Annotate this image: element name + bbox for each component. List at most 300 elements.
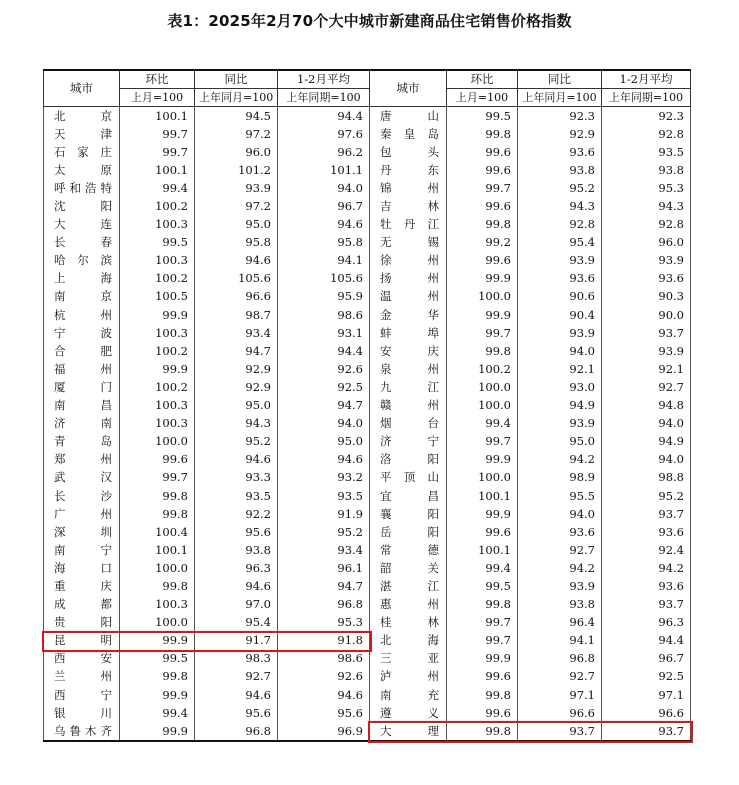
left-ytd-cell: 95.3 <box>278 614 370 632</box>
left-mom-cell: 100.3 <box>120 216 195 234</box>
left-mom-cell: 100.2 <box>120 342 195 360</box>
right-ytd-cell: 93.7 <box>602 324 691 342</box>
right-mom-cell: 99.6 <box>447 143 518 161</box>
left-yoy-cell: 97.0 <box>195 596 278 614</box>
left-city-cell: 宁波 <box>44 324 120 342</box>
left-city-cell: 长沙 <box>44 487 120 505</box>
left-yoy-cell: 96.0 <box>195 143 278 161</box>
left-mom-cell: 99.8 <box>120 577 195 595</box>
header-yoy-base-right: 上年同月=100 <box>518 89 602 107</box>
left-ytd-cell: 95.2 <box>278 523 370 541</box>
left-city-cell: 太原 <box>44 161 120 179</box>
table-row <box>44 125 691 143</box>
left-mom-cell: 99.8 <box>120 487 195 505</box>
left-yoy-cell: 95.8 <box>195 234 278 252</box>
right-ytd-cell: 92.7 <box>602 378 691 396</box>
right-city-cell: 大理 <box>370 722 447 741</box>
left-ytd-cell: 92.5 <box>278 378 370 396</box>
left-city-cell: 沈阳 <box>44 197 120 215</box>
left-ytd-cell: 94.0 <box>278 179 370 197</box>
right-city-cell: 徐州 <box>370 252 447 270</box>
right-mom-cell: 99.7 <box>447 433 518 451</box>
left-mom-cell: 99.6 <box>120 451 195 469</box>
left-ytd-cell: 101.1 <box>278 161 370 179</box>
table-row <box>44 415 691 433</box>
table-row <box>44 306 691 324</box>
right-yoy-cell: 95.2 <box>518 179 602 197</box>
right-city-cell: 泸州 <box>370 668 447 686</box>
right-mom-cell: 99.6 <box>447 523 518 541</box>
left-mom-cell: 100.0 <box>120 433 195 451</box>
right-mom-cell: 99.6 <box>447 668 518 686</box>
right-city-cell: 泉州 <box>370 360 447 378</box>
header-ytd-base-right: 上年同期=100 <box>602 89 691 107</box>
right-yoy-cell: 92.8 <box>518 216 602 234</box>
right-mom-cell: 99.8 <box>447 722 518 741</box>
left-city-cell: 南昌 <box>44 397 120 415</box>
table-row <box>44 197 691 215</box>
right-yoy-cell: 93.6 <box>518 143 602 161</box>
left-ytd-cell: 96.7 <box>278 197 370 215</box>
right-ytd-cell: 94.4 <box>602 632 691 650</box>
right-city-cell: 唐山 <box>370 107 447 126</box>
left-city-cell: 哈尔滨 <box>44 252 120 270</box>
left-city-cell: 厦门 <box>44 378 120 396</box>
right-yoy-cell: 96.6 <box>518 704 602 722</box>
header-mom-right: 环比 <box>447 70 518 89</box>
left-yoy-cell: 101.2 <box>195 161 278 179</box>
left-city-cell: 青岛 <box>44 433 120 451</box>
left-ytd-cell: 91.8 <box>278 632 370 650</box>
right-mom-cell: 99.4 <box>447 415 518 433</box>
right-city-cell: 蚌埠 <box>370 324 447 342</box>
left-city-cell: 大连 <box>44 216 120 234</box>
left-ytd-cell: 98.6 <box>278 650 370 668</box>
table-row <box>44 107 691 126</box>
left-ytd-cell: 93.2 <box>278 469 370 487</box>
right-ytd-cell: 94.3 <box>602 197 691 215</box>
left-yoy-cell: 93.4 <box>195 324 278 342</box>
right-city-cell: 金华 <box>370 306 447 324</box>
right-city-cell: 丹东 <box>370 161 447 179</box>
right-city-cell: 安庆 <box>370 342 447 360</box>
left-mom-cell: 100.0 <box>120 614 195 632</box>
left-yoy-cell: 98.3 <box>195 650 278 668</box>
right-mom-cell: 99.9 <box>447 306 518 324</box>
left-city-cell: 乌鲁木齐 <box>44 722 120 741</box>
right-mom-cell: 100.0 <box>447 469 518 487</box>
right-mom-cell: 99.5 <box>447 577 518 595</box>
left-city-cell: 重庆 <box>44 577 120 595</box>
right-mom-cell: 99.4 <box>447 559 518 577</box>
left-mom-cell: 100.1 <box>120 161 195 179</box>
right-ytd-cell: 93.9 <box>602 342 691 360</box>
left-city-cell: 石家庄 <box>44 143 120 161</box>
left-yoy-cell: 93.3 <box>195 469 278 487</box>
left-city-cell: 南宁 <box>44 541 120 559</box>
right-ytd-cell: 94.0 <box>602 451 691 469</box>
left-city-cell: 郑州 <box>44 451 120 469</box>
table-row <box>44 614 691 632</box>
right-mom-cell: 99.8 <box>447 216 518 234</box>
right-city-cell: 赣州 <box>370 397 447 415</box>
left-city-cell: 合肥 <box>44 342 120 360</box>
header-yoy-right: 同比 <box>518 70 602 89</box>
right-yoy-cell: 93.0 <box>518 378 602 396</box>
right-ytd-cell: 98.8 <box>602 469 691 487</box>
right-city-cell: 襄阳 <box>370 505 447 523</box>
left-ytd-cell: 94.6 <box>278 686 370 704</box>
right-yoy-cell: 94.2 <box>518 451 602 469</box>
left-ytd-cell: 105.6 <box>278 270 370 288</box>
right-city-cell: 常德 <box>370 541 447 559</box>
left-yoy-cell: 94.5 <box>195 107 278 126</box>
left-city-cell: 杭州 <box>44 306 120 324</box>
table-row <box>44 252 691 270</box>
right-city-cell: 秦皇岛 <box>370 125 447 143</box>
left-mom-cell: 100.3 <box>120 415 195 433</box>
right-mom-cell: 99.2 <box>447 234 518 252</box>
right-city-cell: 惠州 <box>370 596 447 614</box>
right-city-cell: 吉林 <box>370 197 447 215</box>
right-mom-cell: 99.8 <box>447 596 518 614</box>
left-ytd-cell: 94.7 <box>278 397 370 415</box>
table-row <box>44 523 691 541</box>
left-city-cell: 呼和浩特 <box>44 179 120 197</box>
table-row <box>44 668 691 686</box>
left-mom-cell: 100.3 <box>120 252 195 270</box>
left-city-cell: 长春 <box>44 234 120 252</box>
right-mom-cell: 99.9 <box>447 451 518 469</box>
right-yoy-cell: 93.6 <box>518 523 602 541</box>
right-mom-cell: 99.7 <box>447 614 518 632</box>
right-city-cell: 湛江 <box>370 577 447 595</box>
left-yoy-cell: 98.7 <box>195 306 278 324</box>
left-mom-cell: 100.0 <box>120 559 195 577</box>
left-ytd-cell: 96.8 <box>278 596 370 614</box>
table-row <box>44 704 691 722</box>
left-yoy-cell: 93.9 <box>195 179 278 197</box>
left-mom-cell: 99.5 <box>120 234 195 252</box>
left-mom-cell: 100.5 <box>120 288 195 306</box>
left-mom-cell: 99.4 <box>120 704 195 722</box>
table-row <box>44 433 691 451</box>
left-ytd-cell: 96.1 <box>278 559 370 577</box>
left-mom-cell: 100.1 <box>120 541 195 559</box>
table-row <box>44 722 691 741</box>
header-mom-base-right: 上月=100 <box>447 89 518 107</box>
right-ytd-cell: 93.8 <box>602 161 691 179</box>
left-city-cell: 南京 <box>44 288 120 306</box>
right-mom-cell: 100.2 <box>447 360 518 378</box>
table-row <box>44 686 691 704</box>
left-yoy-cell: 92.9 <box>195 360 278 378</box>
table-row <box>44 397 691 415</box>
table-row <box>44 541 691 559</box>
right-yoy-cell: 95.5 <box>518 487 602 505</box>
right-city-cell: 济宁 <box>370 433 447 451</box>
right-city-cell: 无锡 <box>370 234 447 252</box>
right-yoy-cell: 94.0 <box>518 342 602 360</box>
left-ytd-cell: 92.6 <box>278 668 370 686</box>
left-mom-cell: 99.9 <box>120 360 195 378</box>
right-ytd-cell: 92.5 <box>602 668 691 686</box>
right-ytd-cell: 93.7 <box>602 505 691 523</box>
right-ytd-cell: 93.6 <box>602 577 691 595</box>
left-ytd-cell: 95.8 <box>278 234 370 252</box>
right-city-cell: 岳阳 <box>370 523 447 541</box>
table-row <box>44 487 691 505</box>
left-yoy-cell: 95.6 <box>195 523 278 541</box>
left-ytd-cell: 94.4 <box>278 342 370 360</box>
right-ytd-cell: 93.6 <box>602 270 691 288</box>
header-city-left: 城市 <box>44 70 120 107</box>
right-mom-cell: 99.9 <box>447 505 518 523</box>
right-mom-cell: 100.0 <box>447 378 518 396</box>
table-row <box>44 234 691 252</box>
right-city-cell: 韶关 <box>370 559 447 577</box>
right-yoy-cell: 95.4 <box>518 234 602 252</box>
header-ytd-left: 1-2月平均 <box>278 70 370 89</box>
left-yoy-cell: 95.6 <box>195 704 278 722</box>
left-city-cell: 昆明 <box>44 632 120 650</box>
left-ytd-cell: 94.0 <box>278 415 370 433</box>
right-ytd-cell: 92.8 <box>602 216 691 234</box>
right-mom-cell: 100.1 <box>447 541 518 559</box>
right-yoy-cell: 93.6 <box>518 270 602 288</box>
left-yoy-cell: 92.2 <box>195 505 278 523</box>
left-city-cell: 上海 <box>44 270 120 288</box>
left-yoy-cell: 95.0 <box>195 216 278 234</box>
left-city-cell: 银川 <box>44 704 120 722</box>
left-yoy-cell: 93.8 <box>195 541 278 559</box>
left-ytd-cell: 96.9 <box>278 722 370 741</box>
right-yoy-cell: 93.9 <box>518 577 602 595</box>
left-mom-cell: 100.2 <box>120 197 195 215</box>
right-mom-cell: 99.7 <box>447 179 518 197</box>
right-ytd-cell: 92.4 <box>602 541 691 559</box>
left-ytd-cell: 95.0 <box>278 433 370 451</box>
header-yoy-base-left: 上年同月=100 <box>195 89 278 107</box>
left-yoy-cell: 95.0 <box>195 397 278 415</box>
left-city-cell: 西宁 <box>44 686 120 704</box>
right-mom-cell: 99.7 <box>447 632 518 650</box>
right-mom-cell: 99.5 <box>447 107 518 126</box>
header-mom-left: 环比 <box>120 70 195 89</box>
left-mom-cell: 99.9 <box>120 686 195 704</box>
right-mom-cell: 100.1 <box>447 487 518 505</box>
right-ytd-cell: 96.7 <box>602 650 691 668</box>
right-mom-cell: 99.7 <box>447 324 518 342</box>
right-ytd-cell: 94.0 <box>602 415 691 433</box>
left-yoy-cell: 96.6 <box>195 288 278 306</box>
left-ytd-cell: 93.1 <box>278 324 370 342</box>
table-row <box>44 650 691 668</box>
left-ytd-cell: 96.2 <box>278 143 370 161</box>
right-yoy-cell: 94.9 <box>518 397 602 415</box>
left-yoy-cell: 92.9 <box>195 378 278 396</box>
left-yoy-cell: 94.6 <box>195 686 278 704</box>
left-mom-cell: 100.4 <box>120 523 195 541</box>
right-mom-cell: 99.8 <box>447 125 518 143</box>
right-yoy-cell: 92.9 <box>518 125 602 143</box>
right-ytd-cell: 92.3 <box>602 107 691 126</box>
right-mom-cell: 99.9 <box>447 650 518 668</box>
right-yoy-cell: 95.0 <box>518 433 602 451</box>
table-title: 表1：2025年2月70个大中城市新建商品住宅销售价格指数 <box>167 12 572 30</box>
table-row <box>44 360 691 378</box>
right-yoy-cell: 96.4 <box>518 614 602 632</box>
right-ytd-cell: 94.9 <box>602 433 691 451</box>
table-row <box>44 378 691 396</box>
right-mom-cell: 99.8 <box>447 686 518 704</box>
left-ytd-cell: 94.1 <box>278 252 370 270</box>
right-yoy-cell: 92.1 <box>518 360 602 378</box>
right-mom-cell: 100.0 <box>447 288 518 306</box>
right-ytd-cell: 96.0 <box>602 234 691 252</box>
left-yoy-cell: 96.8 <box>195 722 278 741</box>
left-city-cell: 北京 <box>44 107 120 126</box>
right-city-cell: 锦州 <box>370 179 447 197</box>
right-yoy-cell: 90.4 <box>518 306 602 324</box>
right-ytd-cell: 93.7 <box>602 596 691 614</box>
left-city-cell: 武汉 <box>44 469 120 487</box>
right-mom-cell: 99.6 <box>447 704 518 722</box>
right-city-cell: 北海 <box>370 632 447 650</box>
right-yoy-cell: 94.3 <box>518 197 602 215</box>
left-mom-cell: 99.8 <box>120 505 195 523</box>
right-ytd-cell: 95.2 <box>602 487 691 505</box>
left-city-cell: 海口 <box>44 559 120 577</box>
left-city-cell: 深圳 <box>44 523 120 541</box>
left-ytd-cell: 94.7 <box>278 577 370 595</box>
left-ytd-cell: 94.4 <box>278 107 370 126</box>
left-yoy-cell: 91.7 <box>195 632 278 650</box>
header-ytd-right: 1-2月平均 <box>602 70 691 89</box>
left-mom-cell: 99.7 <box>120 143 195 161</box>
left-mom-cell: 99.8 <box>120 668 195 686</box>
table-row <box>44 577 691 595</box>
right-city-cell: 包头 <box>370 143 447 161</box>
left-ytd-cell: 93.5 <box>278 487 370 505</box>
left-ytd-cell: 95.6 <box>278 704 370 722</box>
left-yoy-cell: 94.6 <box>195 577 278 595</box>
right-ytd-cell: 92.1 <box>602 360 691 378</box>
right-yoy-cell: 92.7 <box>518 668 602 686</box>
left-city-cell: 兰州 <box>44 668 120 686</box>
table-row <box>44 451 691 469</box>
table-row <box>44 161 691 179</box>
left-city-cell: 天津 <box>44 125 120 143</box>
header-row <box>44 70 691 89</box>
left-mom-cell: 99.9 <box>120 632 195 650</box>
right-mom-cell: 99.8 <box>447 342 518 360</box>
right-city-cell: 南充 <box>370 686 447 704</box>
right-mom-cell: 100.0 <box>447 397 518 415</box>
left-mom-cell: 100.3 <box>120 324 195 342</box>
left-city-cell: 济南 <box>44 415 120 433</box>
left-yoy-cell: 93.5 <box>195 487 278 505</box>
left-ytd-cell: 97.6 <box>278 125 370 143</box>
left-yoy-cell: 94.7 <box>195 342 278 360</box>
left-yoy-cell: 94.6 <box>195 451 278 469</box>
left-ytd-cell: 93.4 <box>278 541 370 559</box>
header-mom-base-left: 上月=100 <box>120 89 195 107</box>
right-yoy-cell: 93.8 <box>518 161 602 179</box>
right-ytd-cell: 96.6 <box>602 704 691 722</box>
left-yoy-cell: 95.2 <box>195 433 278 451</box>
left-mom-cell: 100.2 <box>120 378 195 396</box>
right-mom-cell: 99.6 <box>447 252 518 270</box>
left-yoy-cell: 95.4 <box>195 614 278 632</box>
right-city-cell: 遵义 <box>370 704 447 722</box>
right-mom-cell: 99.9 <box>447 270 518 288</box>
left-mom-cell: 100.2 <box>120 270 195 288</box>
table-row <box>44 288 691 306</box>
left-yoy-cell: 97.2 <box>195 125 278 143</box>
right-yoy-cell: 92.7 <box>518 541 602 559</box>
right-ytd-cell: 95.3 <box>602 179 691 197</box>
table-row <box>44 216 691 234</box>
right-ytd-cell: 90.3 <box>602 288 691 306</box>
left-city-cell: 西安 <box>44 650 120 668</box>
right-yoy-cell: 93.9 <box>518 415 602 433</box>
left-city-cell: 广州 <box>44 505 120 523</box>
right-city-cell: 扬州 <box>370 270 447 288</box>
right-yoy-cell: 93.7 <box>518 722 602 741</box>
right-city-cell: 桂林 <box>370 614 447 632</box>
right-yoy-cell: 94.1 <box>518 632 602 650</box>
right-ytd-cell: 94.2 <box>602 559 691 577</box>
right-yoy-cell: 98.9 <box>518 469 602 487</box>
right-mom-cell: 99.6 <box>447 197 518 215</box>
table-row <box>44 632 691 650</box>
left-mom-cell: 99.4 <box>120 179 195 197</box>
left-ytd-cell: 94.6 <box>278 216 370 234</box>
right-yoy-cell: 93.9 <box>518 252 602 270</box>
right-yoy-cell: 92.3 <box>518 107 602 126</box>
header-base-row <box>44 89 691 107</box>
right-ytd-cell: 90.0 <box>602 306 691 324</box>
table-row <box>44 596 691 614</box>
table-row <box>44 559 691 577</box>
left-mom-cell: 99.7 <box>120 469 195 487</box>
left-mom-cell: 99.9 <box>120 722 195 741</box>
left-yoy-cell: 96.3 <box>195 559 278 577</box>
left-mom-cell: 99.9 <box>120 306 195 324</box>
right-ytd-cell: 92.8 <box>602 125 691 143</box>
price-index-table <box>43 69 691 742</box>
left-mom-cell: 100.3 <box>120 397 195 415</box>
left-ytd-cell: 91.9 <box>278 505 370 523</box>
left-city-cell: 贵阳 <box>44 614 120 632</box>
right-ytd-cell: 96.3 <box>602 614 691 632</box>
header-city-right: 城市 <box>370 70 447 107</box>
right-city-cell: 九江 <box>370 378 447 396</box>
left-yoy-cell: 92.7 <box>195 668 278 686</box>
right-yoy-cell: 93.8 <box>518 596 602 614</box>
left-ytd-cell: 92.6 <box>278 360 370 378</box>
left-ytd-cell: 98.6 <box>278 306 370 324</box>
left-city-cell: 成都 <box>44 596 120 614</box>
right-yoy-cell: 97.1 <box>518 686 602 704</box>
right-city-cell: 三亚 <box>370 650 447 668</box>
left-mom-cell: 99.5 <box>120 650 195 668</box>
table-row <box>44 143 691 161</box>
left-yoy-cell: 97.2 <box>195 197 278 215</box>
right-city-cell: 温州 <box>370 288 447 306</box>
right-yoy-cell: 96.8 <box>518 650 602 668</box>
